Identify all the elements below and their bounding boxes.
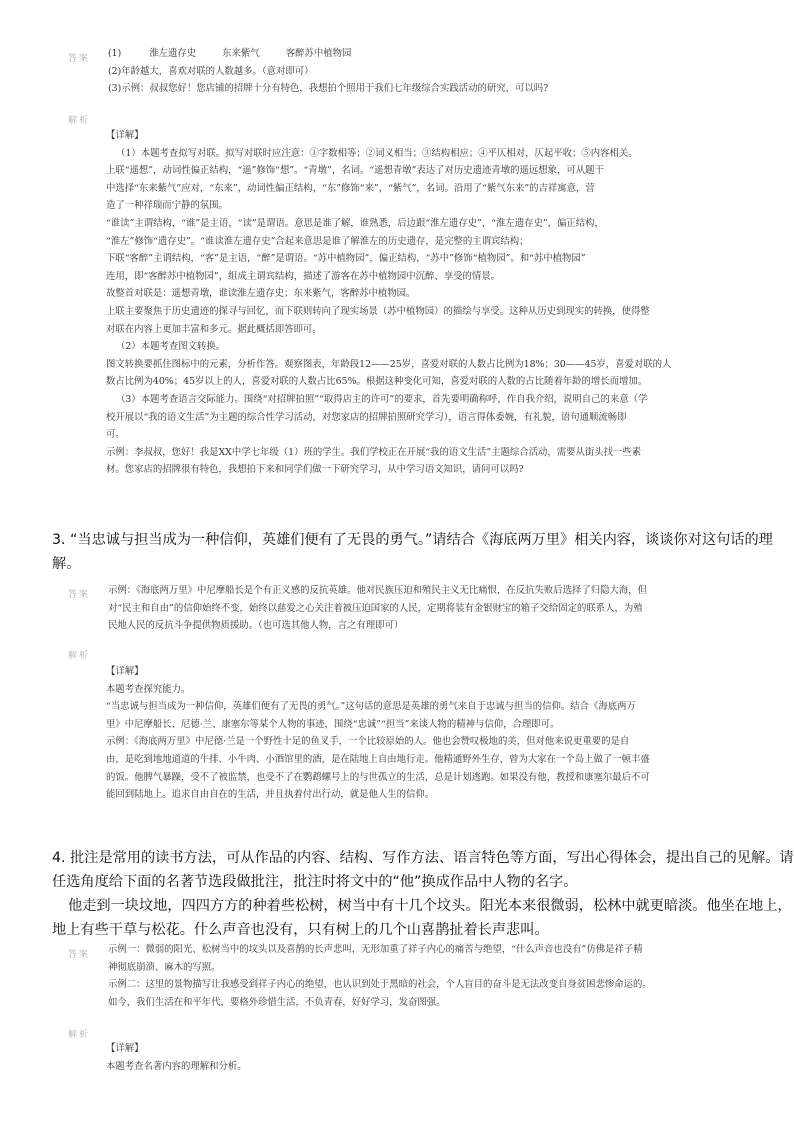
q2-analysis-line: 下联“客醉”主谓结构，“客”是主语，“醉”是谓语。“苏中植物园”，偏正结构，“苏中”修饰“植物园”。和“苏中植物园” (106, 253, 586, 265)
q2-analysis-line: 示例：李叔叔，您好！我是XX中学七年级（1）班的学生。我们学校正在开展“我的语文生活”主题综合活动，需要从街头找一些素 (106, 446, 642, 458)
q2-analysis-line: 上联“遥想”，动词性偏正结构，“遥”修饰“想”。“青墩”，名词。“遥想青墩”表达了对历史遗迹青墩的遥远想象，可从题干 (106, 165, 604, 177)
q4-excerpt-line: 他走到一块坟地，四四方方的种着些松树，树当中有十几个坟头。阳光本来很微弱，松林中就更暗淡。他坐在地上， (68, 898, 792, 914)
q3-answer (108, 582, 647, 635)
detail-heading: 【详解】 (106, 1043, 144, 1054)
q2-analysis-line: 校开展以“我的语文生活”为主题的综合性学习活动，对您家店的招牌拍照研究学习），语言得体委婉，有礼貌，语句通顺流畅即 (106, 411, 627, 423)
q2-answer-blank-2: 东来紫气 (222, 48, 260, 59)
q4-answer-line: 如今，我们生活在和平年代，要格外珍惜生活，不负青春，好好学习，发奋图强。 (108, 996, 446, 1008)
q4-answer-line: 神彻底崩溃、麻木的写照。 (108, 961, 221, 973)
q3-analysis-line: 的饭。他脾气暴躁，受不了被监禁，也受不了在鹦鹉螺号上的与世孤立的生活，总是计划逃跑。如果没有他，教授和康塞尔最后不可 (106, 771, 650, 783)
detail-heading: 【详解】 (106, 666, 144, 677)
q2-answer-line-2: (2)年龄越大，喜欢对联的人数越多。（意对即可） (108, 65, 314, 77)
q3-analysis (106, 663, 650, 804)
q4-excerpt-line: 地上有些干草与松花。什么声音也没有，只有树上的几个山喜鹊扯着长声悲叫。 (52, 922, 549, 938)
q3-analysis-line: 能回到陆地上。追求自由自在的生活，并且执着付出行动，就是他人生的信仰。 (106, 789, 435, 801)
analysis-label: 解析 (68, 1030, 91, 1040)
q3-analysis-line: 里》中尼摩船长、尼德·兰、康塞尔等某个人物的事迹，围绕“忠诚”“担当”来谈人物的精神与信仰，合理即可。 (106, 718, 560, 730)
q2-analysis-line: 连用，即“客醉苏中植物园”，组成主谓宾结构，描述了游客在苏中植物园中沉醉、享受的情景。 (106, 270, 500, 282)
q2-answer-part1: (1) (108, 48, 122, 59)
answer-label: 答案 (68, 950, 91, 960)
analysis-label: 解析 (68, 116, 91, 126)
q3-analysis-line: 示例：《海底两万里》中尼德·兰是一个野性十足的鱼叉手，一个比较原始的人。他也会赞叹极地的美，但对他来说更重要的是自 (106, 736, 630, 748)
answer-label: 答案 (68, 54, 91, 64)
q2-answer-line-3: (3)示例：叔叔您好！您店铺的招牌十分有特色，我想拍个照用于我们七年级综合实践活动的研究，可以吗? (108, 83, 549, 94)
q4-answer-line: 示例二：这里的景物描写让我感受到祥子内心的绝望，也认识到处于黑暗的社会，个人盲目的奋斗是无法改变自身贫困悲惨命运的。 (108, 979, 652, 990)
q3-question-line: 解。 (52, 556, 81, 572)
q2-analysis-line: 造了一种祥瑞而宁静的氛围。 (106, 200, 228, 212)
q2-answer-line-1 (108, 45, 548, 63)
q2-analysis-line: “淮左”修饰“遗存史”。“谁读淮左遗存史”合起来意思是谁了解淮左的历史遗存，是完整的主谓宾结构； (106, 235, 529, 247)
q4-question-line: 任选角度给下面的名著节选段做批注，批注时将文中的“他”换成作品中人物的名字。 (52, 874, 578, 890)
q2-answer-blank-3: 客醉苏中植物园 (285, 48, 352, 59)
q3-analysis-line: “当忠诚与担当成为一种信仰，英雄们便有了无畏的勇气。”这句话的意思是英雄的勇气来自于忠诚与担当的信仰。结合《海底两万 (106, 701, 636, 713)
q4-analysis-line: 本题考查名著内容的理解和分析。 (106, 1060, 247, 1072)
q2-analysis-line: “谁读”主谓结构，“谁”是主语，“读”是谓语。意思是谁了解，谁熟悉，后边跟“淮左遗存史”，“淮左遗存史”，偏正结构， (106, 217, 604, 229)
q3-question (52, 528, 773, 576)
q3-answer-line: 对“民主和自由”的信仰始终不变，始终以慈爱之心关注着被压迫国家的人民，定期将装有金银财宝的箱子交给固定的联系人，为殖 (108, 602, 643, 614)
q2-answer-blank-1: 淮左遗存史 (149, 48, 197, 59)
q3-answer-line: 示例：《海底两万里》中尼摩船长是个有正义感的反抗英雄。他对民族压迫和殖民主义无比痛恨，在反抗失败后选择了归隐大海，但 (108, 585, 648, 596)
q2-analysis-line: 中选择“东来紫气”应对，“东来”，动词性偏正结构，“东”修饰“来”，“紫气”，名词。沿用了“紫气东来”的吉祥寓意，营 (106, 182, 595, 194)
answer-label: 答案 (68, 590, 91, 600)
q4-answer (108, 941, 652, 1011)
detail-heading: 【详解】 (106, 130, 144, 141)
q3-analysis-line: 由，是吃到地地道道的牛排、小牛肉、小酒馆里的酒，是在陆地上自由地行走。他精通野外生存，曾为大家在一个岛上做了一顿丰盛 (106, 753, 650, 765)
q3-analysis-line: 本题考查探究能力。 (106, 683, 191, 695)
q4-question (52, 846, 794, 942)
q2-analysis-line: 材。您家店的招牌很有特色，我想拍下来和同学们做一下研究学习，从中学习语文知识，请问可以吗? (106, 464, 524, 476)
q2-analysis-line: （1）本题考查拟写对联。拟写对联时应注意：①字数相等；②词义相当；③结构相应；④平仄相对，仄起平收；⑤内容相关。 (116, 147, 638, 159)
q2-analysis-line: 数占比例为40%；45岁以上的人，喜爱对联的人数占比65%。根据这种变化可知，喜爱对联的人数的占比随着年龄的增长而增加。 (106, 376, 648, 388)
q2-analysis-line: （3）本题考查语言交际能力。围绕“对招牌拍照”“取得店主的许可”的要求，首先要明确称呼，作自我介绍，说明自己的来意（学 (116, 393, 648, 405)
q4-question-line: 4. 批注是常用的读书方法，可从作品的内容、结构、写作方法、语言特色等方面，写出心得体会，提出自己的见解。请 (52, 850, 794, 866)
q2-analysis-line: 故整首对联是：遥想青墩，谁读淮左遗存史；东来紫气，客醉苏中植物园。 (106, 288, 416, 300)
q2-analysis (106, 127, 671, 479)
q4-answer-line: 示例一：微弱的阳光、松树当中的坟头以及喜鹊的长声悲叫，无形加重了祥子内心的痛苦与绝望，“什么声音也没有”仿佛是祥子精 (108, 944, 643, 955)
q2-analysis-line: 对联在内容上更加丰富和多元。据此概括即答即可。 (106, 323, 322, 335)
q2-analysis-line: 图文转换要抓住图标中的元素，分析作答。观察图表，年龄段12——25岁，喜爱对联的人数占比例为18%；30——45岁，喜爱对联的人 (106, 358, 672, 370)
q2-analysis-line: 可。 (106, 429, 125, 441)
q4-analysis (106, 1040, 247, 1075)
q2-answer (108, 45, 548, 98)
q2-analysis-line: （2）本题考查图文转换。 (116, 341, 226, 353)
q3-answer-line: 民地人民的反抗斗争提供物质援助。（也可选其他人物，言之有理即可） (108, 620, 404, 631)
q3-question-line: 3. “当忠诚与担当成为一种信仰，英雄们便有了无畏的勇气。”请结合《海底两万里》相关内容，谈谈你对这句话的理 (52, 532, 773, 548)
q2-analysis-line: 上联主要聚焦于历史遗迹的探寻与回忆，而下联则转向了现实场景（苏中植物园）的描绘与享受。这种从历史到现实的转换，使得整 (106, 305, 650, 317)
analysis-label: 解析 (68, 651, 91, 661)
